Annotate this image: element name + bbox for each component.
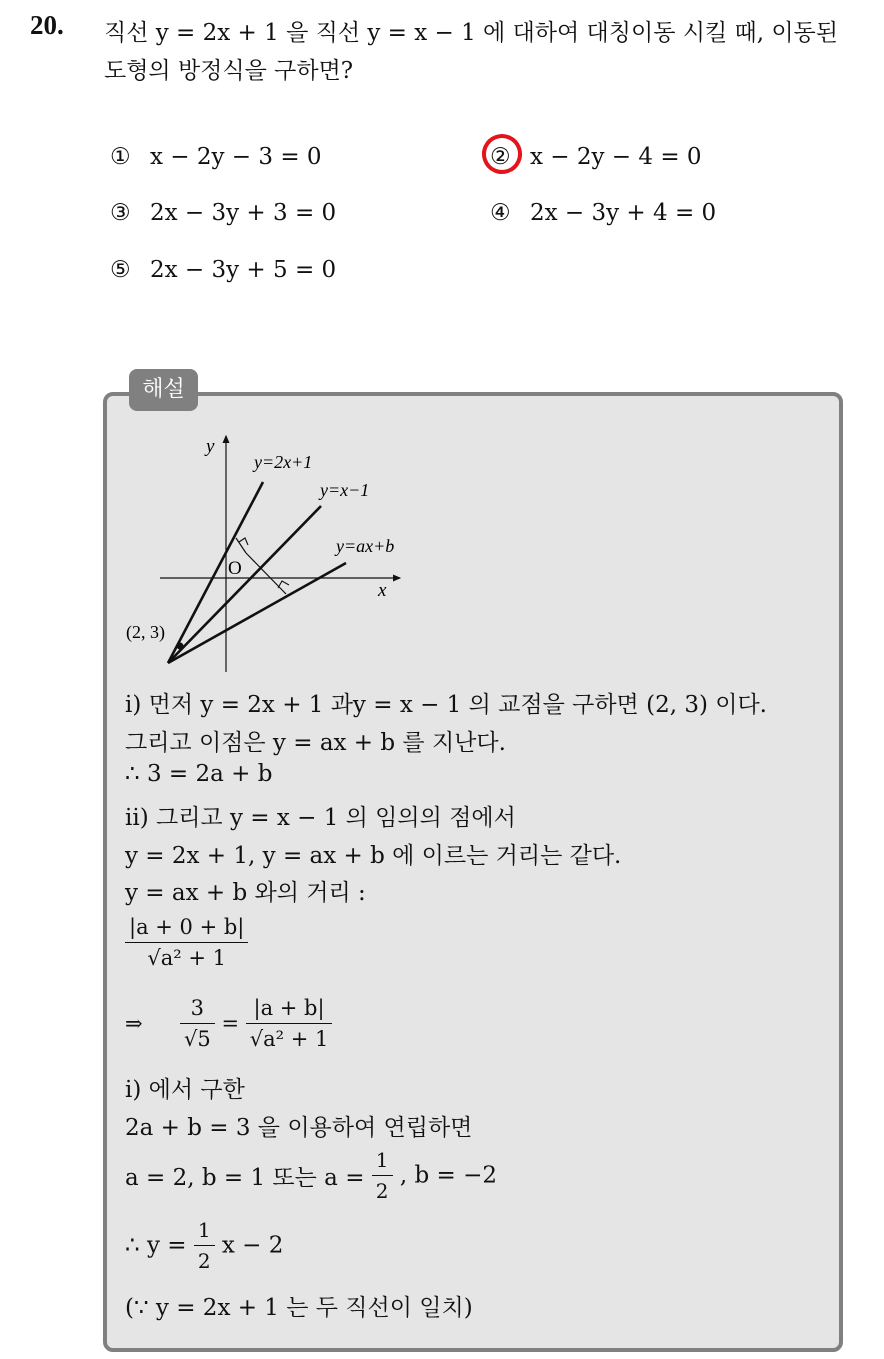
- answer-circle-mark: [476, 128, 527, 179]
- fraction-one-half: [372, 1145, 393, 1206]
- solution-line-10: [125, 1145, 497, 1206]
- fraction-one-half: [194, 1215, 215, 1276]
- x-axis-label: x: [378, 580, 387, 601]
- fraction-denominator: 2: [375, 1179, 389, 1203]
- distance-fraction: [125, 912, 248, 973]
- y-axis-label: y: [206, 436, 215, 457]
- choice-4-mark: ④: [490, 200, 511, 226]
- point-label: (2, 3): [126, 622, 165, 642]
- solution-line-11-a: ∴ y =: [125, 1232, 187, 1259]
- distance-numerator: |a + 0 + b|: [125, 912, 248, 943]
- fraction-3-over-root5: [180, 993, 215, 1054]
- choice-5-text: 2x − 3y + 5 = 0: [150, 257, 337, 283]
- solution-line-3: ∴ 3 = 2a + b: [125, 761, 273, 787]
- equals-sign: =: [221, 1011, 240, 1036]
- fraction-denominator: √5: [183, 1027, 211, 1051]
- distance-equation: [125, 993, 332, 1054]
- solution-line-10-b: , b = −2: [399, 1162, 497, 1189]
- choice-4[interactable]: [490, 200, 716, 226]
- graph-line-x-minus-1: [168, 506, 321, 663]
- implies-arrow: ⇒: [125, 1011, 143, 1036]
- origin-label: O: [228, 558, 242, 579]
- choice-5[interactable]: [110, 257, 336, 283]
- solution-line-12: (∵ y = 2x + 1 는 두 직선이 일치): [125, 1295, 473, 1321]
- solution-line-10-a: a = 2, b = 1 또는 a =: [125, 1165, 365, 1191]
- fraction-numerator: 3: [180, 993, 215, 1024]
- choice-3[interactable]: [110, 200, 336, 226]
- choice-4-text: 2x − 3y + 4 = 0: [530, 200, 717, 226]
- solution-line-1: i) 먼저 y = 2x + 1 과y = x − 1 의 교점을 구하면 (2, 3) 이다.: [125, 692, 767, 718]
- solution-graph: [118, 428, 438, 678]
- question-line-2: 도형의 방정식을 구하면?: [104, 58, 354, 84]
- solution-line-9: 2a + b = 3 을 이용하여 연립하면: [125, 1115, 473, 1141]
- fraction-numerator: |a + b|: [246, 993, 333, 1024]
- choice-3-text: 2x − 3y + 3 = 0: [150, 200, 337, 226]
- fraction-numerator: 1: [372, 1145, 393, 1176]
- question-text: [104, 14, 874, 90]
- solution-line-4: ii) 그리고 y = x − 1 의 임의의 점에서: [125, 805, 516, 831]
- question-line-1: 직선 y = 2x + 1 을 직선 y = x − 1 에 대하여 대칭이동 시킬 때, 이동된: [104, 20, 838, 46]
- choice-2-mark: ②: [490, 144, 511, 170]
- fraction-denominator: 2: [197, 1249, 211, 1273]
- line-label-x-minus-1: y=x−1: [320, 480, 370, 500]
- fraction-denominator: √a² + 1: [249, 1027, 329, 1051]
- solution-tag: 해설: [129, 369, 198, 411]
- distance-formula: [125, 912, 248, 973]
- intersection-point: [177, 643, 184, 650]
- choice-2-text: x − 2y − 4 = 0: [530, 144, 702, 170]
- choice-1[interactable]: [110, 144, 322, 170]
- choice-1-mark: ①: [110, 144, 131, 170]
- choice-3-mark: ③: [110, 200, 131, 226]
- line-label-ax-plus-b: y=ax+b: [336, 536, 395, 556]
- solution-line-6: y = ax + b 와의 거리 :: [125, 880, 366, 906]
- line-label-2x-plus-1: y=2x+1: [254, 452, 313, 472]
- distance-denominator: √a² + 1: [147, 946, 226, 970]
- perpendicular-segment-2: [246, 553, 286, 594]
- fraction-abs-a-plus-b: [246, 993, 333, 1054]
- solution-line-8: i) 에서 구한: [125, 1077, 245, 1103]
- fraction-numerator: 1: [194, 1215, 215, 1246]
- question-number: 20.: [30, 10, 64, 40]
- choice-5-mark: ⑤: [110, 257, 131, 283]
- solution-line-11-b: x − 2: [221, 1232, 284, 1259]
- choice-1-text: x − 2y − 3 = 0: [150, 144, 322, 170]
- solution-line-2: 그리고 이점은 y = ax + b 를 지난다.: [125, 730, 506, 756]
- solution-line-11: [125, 1215, 283, 1276]
- solution-line-5: y = 2x + 1, y = ax + b 에 이르는 거리는 같다.: [125, 843, 622, 869]
